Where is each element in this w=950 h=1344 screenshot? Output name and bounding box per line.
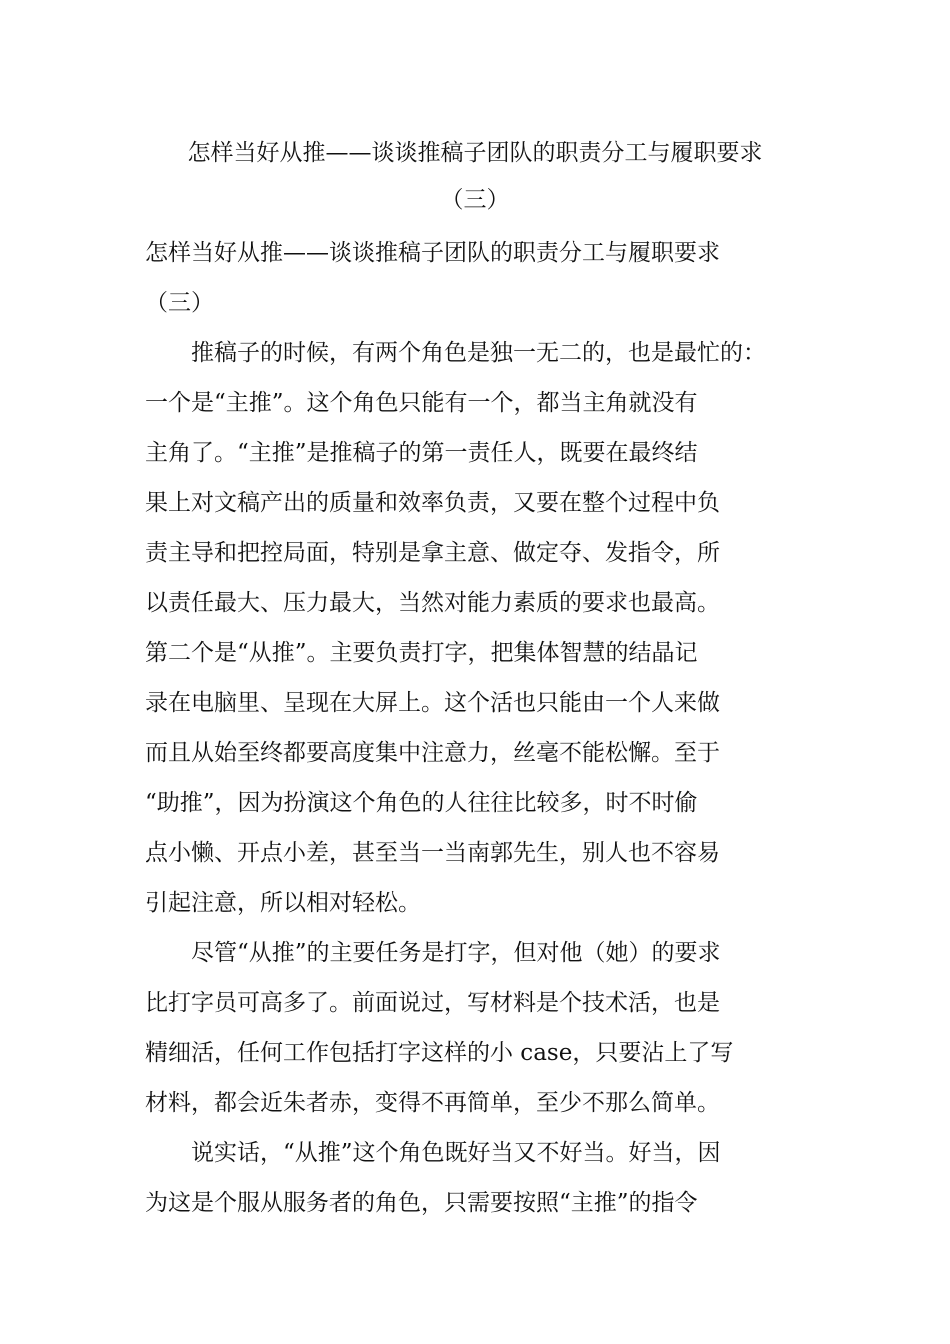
body-line: 说实话，“从推”这个角色既好当又不好当。好当，因 bbox=[145, 1140, 721, 1166]
body-line: 录在电脑里、呈现在大屏上。这个活也只能由一个人来做 bbox=[145, 690, 720, 716]
body-line: 为这是个服从服务者的角色，只需要按照“主推”的指令 bbox=[145, 1190, 698, 1216]
body-line: 果上对文稿产出的质量和效率负责，又要在整个过程中负 bbox=[145, 490, 720, 516]
body-line: 怎样当好从推——谈谈推稿子团队的职责分工与履职要求 bbox=[145, 240, 720, 266]
body-line: 一个是“主推”。这个角色只能有一个，都当主角就没有 bbox=[145, 390, 698, 416]
body-line: 引起注意，所以相对轻松。 bbox=[145, 890, 421, 916]
body-line: “助推”，因为扮演这个角色的人往往比较多，时不时偷 bbox=[145, 790, 698, 816]
body-line: （三） bbox=[145, 290, 214, 316]
body-line: 责主导和把控局面，特别是拿主意、做定夺、发指令，所 bbox=[145, 540, 720, 566]
body-line: 主角了。“主推”是推稿子的第一责任人，既要在最终结 bbox=[145, 440, 698, 466]
document-title: 怎样当好从推——谈谈推稿子团队的职责分工与履职要求 bbox=[187, 140, 763, 166]
body-line: 推稿子的时候，有两个角色是独一无二的，也是最忙的： bbox=[145, 340, 766, 366]
body-line: 而且从始至终都要高度集中注意力，丝毫不能松懈。至于 bbox=[145, 740, 720, 766]
body-line: 比打字员可高多了。前面说过，写材料是个技术活，也是 bbox=[145, 990, 720, 1016]
document-title-subtitle: （三） bbox=[440, 187, 510, 213]
body-line: 点小懒、开点小差，甚至当一当南郭先生，别人也不容易 bbox=[145, 840, 720, 866]
body-line: 精细活，任何工作包括打字这样的小 case，只要沾上了写 bbox=[145, 1040, 734, 1066]
body-line: 以责任最大、压力最大，当然对能力素质的要求也最高。 bbox=[145, 590, 720, 616]
body-line: 尽管“从推”的主要任务是打字，但对他（她）的要求 bbox=[145, 940, 721, 966]
body-line: 第二个是“从推”。主要负责打字，把集体智慧的结晶记 bbox=[145, 640, 698, 666]
body-line: 材料，都会近朱者赤，变得不再简单，至少不那么简单。 bbox=[145, 1090, 720, 1116]
